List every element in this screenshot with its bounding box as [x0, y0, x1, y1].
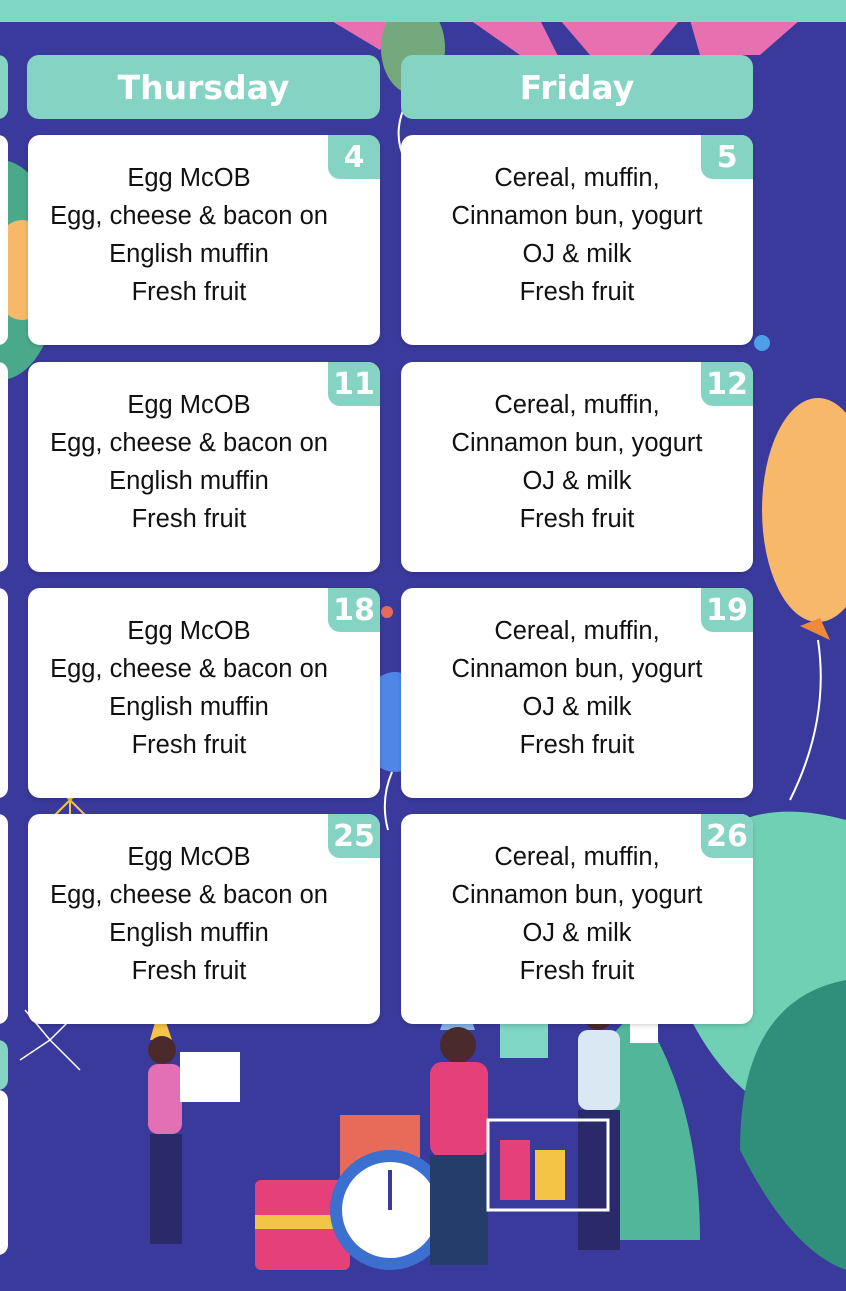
- menu-text: [401, 159, 753, 311]
- balloon-string-decoration: [385, 772, 392, 830]
- menu-text: [401, 386, 753, 538]
- dot-decoration: [754, 335, 770, 351]
- menu-line: Cereal, muffin,: [494, 617, 660, 645]
- menu-line: English muffin: [109, 693, 269, 721]
- menu-line: Cereal, muffin,: [494, 164, 660, 192]
- menu-line: Fresh fruit: [519, 957, 635, 985]
- date-badge: 25: [328, 814, 380, 858]
- menu-card-friday-week4: [401, 814, 753, 1024]
- pink-petal-decoration: [560, 20, 680, 55]
- menu-line: Fresh fruit: [131, 505, 247, 533]
- menu-line: Egg, cheese & bacon on: [50, 881, 328, 909]
- menu-line: Egg McOB: [127, 617, 251, 645]
- menu-card-friday-week1: [401, 135, 753, 345]
- menu-line: Egg, cheese & bacon on: [50, 202, 328, 230]
- date-badge: 5: [701, 135, 753, 179]
- header-friday-label: Friday: [519, 67, 635, 107]
- menu-line: OJ & milk: [522, 693, 632, 721]
- menu-text: [401, 612, 753, 764]
- menu-line: Cinnamon bun, yogurt: [451, 655, 703, 683]
- menu-card-thursday-week4: [28, 814, 380, 1024]
- menu-line: Egg, cheese & bacon on: [50, 429, 328, 457]
- menu-line: Egg McOB: [127, 164, 251, 192]
- header-thursday: [27, 55, 380, 119]
- menu-card-thursday-week3: [28, 588, 380, 798]
- pink-petal-decoration: [690, 20, 800, 55]
- dot-decoration: [381, 606, 393, 618]
- menu-line: OJ & milk: [522, 919, 632, 947]
- menu-line: Egg, cheese & bacon on: [50, 655, 328, 683]
- date-badge: 12: [701, 362, 753, 406]
- menu-line: Cereal, muffin,: [494, 843, 660, 871]
- menu-line: OJ & milk: [522, 240, 632, 268]
- previous-column-header-fragment: [0, 55, 8, 119]
- pink-petal-decoration: [470, 20, 560, 60]
- date-badge: 26: [701, 814, 753, 858]
- menu-line: Fresh fruit: [519, 505, 635, 533]
- menu-text: [0, 159, 380, 311]
- menu-text: [401, 838, 753, 990]
- date-badge: 4: [328, 135, 380, 179]
- menu-line: English muffin: [109, 240, 269, 268]
- header-friday: [401, 55, 753, 119]
- balloon-icon: [762, 398, 846, 622]
- menu-line: English muffin: [109, 919, 269, 947]
- header-thursday-label: Thursday: [117, 67, 290, 107]
- menu-line: Fresh fruit: [519, 278, 635, 306]
- menu-line: Fresh fruit: [131, 278, 247, 306]
- menu-line: Egg McOB: [127, 391, 251, 419]
- menu-card-friday-week2: [401, 362, 753, 572]
- top-strip: [0, 0, 846, 22]
- date-badge: 11: [328, 362, 380, 406]
- menu-card-friday-week3: [401, 588, 753, 798]
- menu-line: Cinnamon bun, yogurt: [451, 429, 703, 457]
- menu-line: English muffin: [109, 467, 269, 495]
- date-badge: 19: [701, 588, 753, 632]
- menu-card-thursday-week2: [28, 362, 380, 572]
- menu-line: Cinnamon bun, yogurt: [451, 202, 703, 230]
- previous-column-card-fragment: [0, 1090, 8, 1255]
- menu-line: Fresh fruit: [519, 731, 635, 759]
- menu-text: [0, 612, 380, 764]
- balloon-icon: [800, 618, 830, 640]
- menu-line: Fresh fruit: [131, 731, 247, 759]
- previous-column-footer-fragment: [0, 1040, 8, 1090]
- menu-line: OJ & milk: [522, 467, 632, 495]
- menu-text: [0, 386, 380, 538]
- menu-line: Egg McOB: [127, 843, 251, 871]
- menu-text: [0, 838, 380, 990]
- menu-line: Cereal, muffin,: [494, 391, 660, 419]
- menu-line: Fresh fruit: [131, 957, 247, 985]
- balloon-string-decoration: [790, 640, 821, 800]
- date-badge: 18: [328, 588, 380, 632]
- menu-line: Cinnamon bun, yogurt: [451, 881, 703, 909]
- menu-card-thursday-week1: [28, 135, 380, 345]
